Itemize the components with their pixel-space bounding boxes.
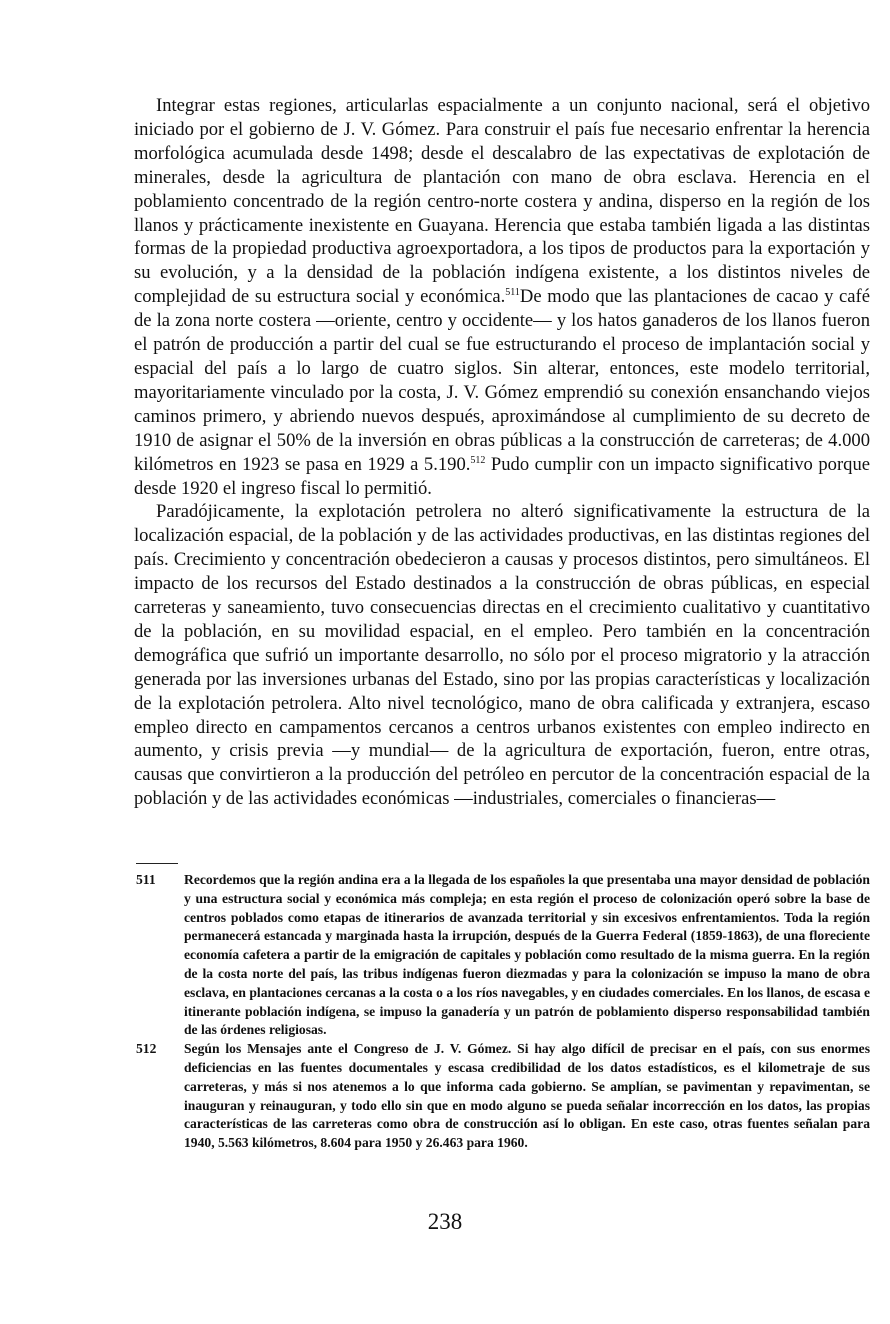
- footnote-512: [136, 1040, 870, 1153]
- page-number: 238: [427, 1209, 463, 1234]
- footnote-number: 512: [136, 1041, 157, 1057]
- footnote-text: Según los Mensajes ante el Congreso de J. V. Gómez. Si hay algo difícil de precisar en el país, con sus enormes deficiencias en las fuentes documentales y escasa credibilidad de los datos estadísticos, es el kilometraje de sus carreteras, y más si nos atenemos a lo que informa cada gobierno. Se amplían, se pavimentan y repavimentan, se inauguran y reinauguran, y todo ello sin que en modo alguno se pueda señalar incorrección en los datos, las propias características de las carreteras como obra de construcción así lo obligan. En este caso, otras fuentes señalan para 1940, 5.563 kilómetros, 8.604 para 1950 y 26.463 para 1960.: [184, 1041, 870, 1151]
- paragraph-1-part-1: Integrar estas regiones, articularlas espacialmente a un conjunto nacional, será el objetivo iniciado por el gobierno de J. V. Gómez. Para construir el país fue necesario enfrentar la herencia morfológica acumulada desde 1498; desde el descalabro de las expectativas de explotación de minerales, desde la agricultura de plantación con mano de obra esclava. Herencia en el poblamiento concentrado de la región centro-norte costera y andina, disperso en la región de los llanos y prácticamente inexistente en Guayana. Herencia que estaba también ligada a las distintas formas de la propiedad productiva agroexportadora, a los tipos de productos para la exportación y su evolución, y a la densidad de la población indígena existente, a los distintos niveles de complejidad de su estructura social y económica.: [134, 95, 870, 308]
- paragraph-1: [134, 94, 870, 500]
- footnote-ref-512[interactable]: 512: [470, 454, 486, 466]
- paragraph-1-part-3: Pudo cumplir con un impacto significativo porque desde 1920 el ingreso fiscal lo permitió.: [134, 453, 870, 499]
- footnote-divider: [136, 863, 178, 864]
- paragraph-1-part-2: De modo que las plantaciones de cacao y café de la zona norte costera —oriente, centro y occidente— y los hatos ganaderos de los llanos fueron el patrón de producción a partir del cual se fue estructurando el proceso de implantación social y espacial del país a lo largo de cuatro siglos. Sin alterar, entonces, este modelo territorial, mayoritariamente vinculado por la costa, J. V. Gómez emprendió su conexión ensanchando viejos caminos primero, y abriendo nuevos después, aproximándose al cumplimiento de su decreto de 1910 de asignar el 50% de la inversión en obras públicas a la construcción de carreteras; de 4.000 kilómetros en 1923 se pasa en 1929 a 5.190.: [134, 286, 871, 475]
- footnote-text: Recordemos que la región andina era a la llegada de los españoles la que presentaba una mayor densidad de población y una estructura social y económica más compleja; en esta región el proceso de colonización operó sobre la base de centros poblados como etapas de itinerarios de avanzada territorial y sin excesivos enfrentamientos. Toda la región permanecerá estancada y marginada hasta la irrupción, después de la Guerra Federal (1859-1863), de una floreciente economía cafetera a partir de la emigración de capitales y población como resultado de la misma guerra. En la región de la costa norte del país, las tribus indígenas fueron diezmadas y para la colonización se impuso la mano de obra esclava, en plantaciones cercanas a la costa o a los ríos navegables, y en ciudades comerciales. En los llanos, de escasa e itinerante población indígena, se impuso la ganadería y un patrón de poblamiento disperso responsabilidad también de las órdenes religiosas.: [184, 872, 870, 1038]
- footnotes: [136, 871, 870, 1153]
- footnote-511: [136, 871, 870, 1040]
- footnote-number: 511: [136, 872, 156, 887]
- paragraph-2: Paradójicamente, la explotación petrolera no alteró significativamente la estructura de la localización espacial, de la población y de las actividades productivas, en las distintas regiones del país. Crecimiento y concentración obedecieron a causas y procesos distintos, pero simultáneos. El impacto de los recursos del Estado destinados a la construcción de obras públicas, en especial carreteras y saneamiento, tuvo consecuencias directas en el crecimiento cualitativo y cuantitativo de la población, en su movilidad espacial, en el empleo. Pero también en la concentración demográfica que sufrió un importante desarrollo, no sólo por el proceso migratorio y la atracción generada por las inversiones urbanas del Estado, sino por las propias características y localización de la explotación petrolera. Alto nivel tecnológico, mano de obra calificada y extranjera, escaso empleo directo en campamentos cercanos a centros urbanos existentes con empleo indirecto en aumento, y crisis previa —y mundial— de la agricultura de exportación, fueron, entre otras, causas que convirtieron a la producción del petróleo en percutor de la concentración espacial de la población y de las actividades económicas —industriales, comerciales o financieras—: [134, 501, 870, 810]
- body-text: [134, 94, 870, 811]
- footnote-ref-511[interactable]: 511: [505, 287, 520, 299]
